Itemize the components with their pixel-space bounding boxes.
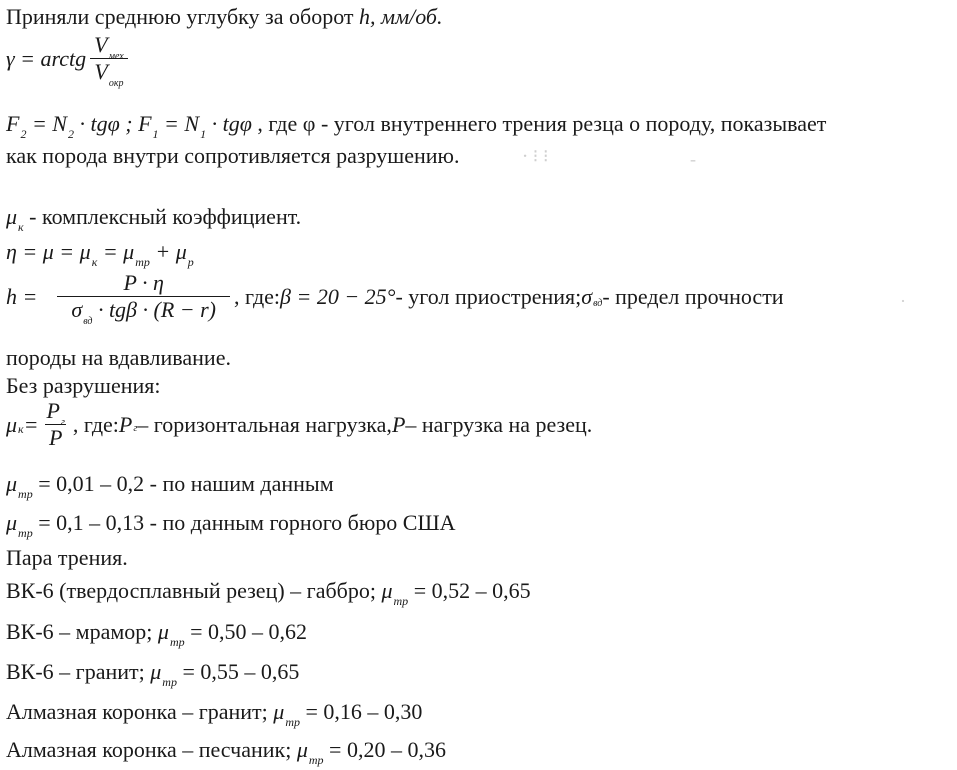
sub: 2 <box>20 127 27 141</box>
value: = 0,52 – 0,65 <box>408 578 531 603</box>
gamma-lhs: γ = arctg <box>6 45 87 71</box>
mu: μ <box>273 699 285 724</box>
v: V <box>94 59 108 84</box>
p: P <box>45 424 66 449</box>
sub: тр <box>169 635 185 649</box>
text: породы на вдавливание. <box>6 345 231 370</box>
text: – нагрузка на резец. <box>405 411 593 437</box>
v-sub: мех <box>108 51 124 62</box>
sub: 1 <box>152 127 159 141</box>
v: V <box>94 32 108 57</box>
mu: μ <box>150 659 162 684</box>
text: как порода внутри сопротивляется разрушению. <box>6 143 460 168</box>
p: P <box>391 411 406 437</box>
text: - по нашим данным <box>144 471 334 496</box>
line-pressing <box>6 347 231 369</box>
mu: μ <box>381 578 393 603</box>
value: = 0,16 – 0,30 <box>300 699 423 724</box>
eq: = <box>23 411 39 437</box>
scan-noise: ⋅ ⁝ ⁝ <box>522 146 549 166</box>
line-vk6-gabbro <box>6 578 531 608</box>
den: · tgβ · (R − r) <box>92 297 217 322</box>
sub: р <box>187 255 194 269</box>
value: = 0,20 – 0,36 <box>323 737 446 762</box>
line-resistance <box>6 145 459 167</box>
value: = 0,1 – 0,13 <box>32 510 145 535</box>
sub: тр <box>393 594 409 608</box>
text: - угол приострения; <box>395 283 582 309</box>
text: – горизонтальная нагрузка, <box>137 411 392 437</box>
pg: P <box>118 411 133 437</box>
line-vk6-marble <box>6 619 308 649</box>
line-diamond-granite <box>6 699 423 729</box>
sub: г <box>60 417 65 428</box>
value: = 0,50 – 0,62 <box>184 619 308 644</box>
text: ВК-6 (твердосплавный резец) – габбро; <box>6 578 382 603</box>
text: - по данным горного бюро США <box>144 510 456 535</box>
text: Приняли среднюю углубку за оборот <box>6 4 360 29</box>
sub: вд <box>83 316 93 327</box>
text: ВК-6 – гранит; <box>6 659 151 684</box>
text: Без разрушения: <box>6 373 161 398</box>
sigma: σ <box>71 297 83 322</box>
sub: к <box>18 220 24 234</box>
mu: μ <box>157 619 169 644</box>
rhs: = N <box>158 111 200 136</box>
beta: β = 20 − 25° <box>280 283 396 309</box>
formula-mu-k <box>6 400 592 449</box>
h-lhs: h = <box>6 283 38 309</box>
sub: 1 <box>200 127 207 141</box>
text: - предел прочности <box>602 283 784 309</box>
f2: F <box>6 111 20 136</box>
line-friction-pair <box>6 547 128 569</box>
text: Алмазная коронка – песчаник; <box>6 737 297 762</box>
eq: = μ <box>97 239 135 264</box>
v-sub: окр <box>108 78 124 89</box>
sub: тр <box>162 675 177 689</box>
line-our-data <box>6 471 334 501</box>
line-complex-coef <box>6 204 302 234</box>
mu: μ <box>296 737 308 762</box>
text: , где φ - угол внутреннего трения резца о породу, показывает <box>251 111 827 136</box>
sub: тр <box>18 526 33 540</box>
sub: 2 <box>67 127 74 141</box>
text: Пара трения. <box>6 545 128 570</box>
scan-noise: ‐ <box>690 149 696 169</box>
sub: тр <box>285 715 300 729</box>
text: - комплексный коэффициент. <box>23 204 302 229</box>
mu-k-fraction <box>43 400 69 449</box>
h-fraction <box>57 270 230 327</box>
line-depth-per-turn <box>6 6 443 28</box>
scan-noise: · <box>900 291 906 311</box>
gamma-fraction <box>90 32 128 89</box>
rhs: = N <box>26 111 67 136</box>
unit: h, мм/об. <box>359 4 443 29</box>
text: Алмазная коронка – гранит; <box>6 699 274 724</box>
sub: к <box>18 421 24 436</box>
line-usa-data <box>6 510 456 540</box>
tail: · tgφ <box>206 111 252 136</box>
text: , где: <box>234 283 281 309</box>
value: = 0,01 – 0,2 <box>32 471 145 496</box>
mu: μ <box>6 204 18 229</box>
value: = 0,55 – 0,65 <box>176 659 300 684</box>
sub: тр <box>308 753 324 767</box>
formula-friction-force <box>6 111 827 141</box>
sub: тр <box>18 487 33 501</box>
eq: + μ <box>149 239 187 264</box>
f1: F <box>138 111 152 136</box>
sub: г <box>133 422 138 434</box>
line-no-destruction <box>6 375 161 397</box>
mu: μ <box>6 411 18 437</box>
tail: · tgφ ; <box>73 111 139 136</box>
sub: тр <box>135 255 150 269</box>
mu: μ <box>6 471 18 496</box>
mu: μ <box>6 510 18 535</box>
text: ВК-6 – мрамор; <box>6 619 158 644</box>
formula-eta <box>6 239 194 269</box>
line-vk6-granite <box>6 659 300 689</box>
line-diamond-sandstone <box>6 737 446 767</box>
sigma: σ <box>581 283 593 309</box>
formula-gamma <box>6 32 132 89</box>
sub: вд <box>593 297 603 309</box>
eq: η = μ = μ <box>6 239 91 264</box>
p: P <box>46 398 60 423</box>
num: P · η <box>123 270 164 295</box>
formula-h <box>6 270 784 327</box>
sub: к <box>91 255 98 269</box>
text: , где: <box>72 411 119 437</box>
